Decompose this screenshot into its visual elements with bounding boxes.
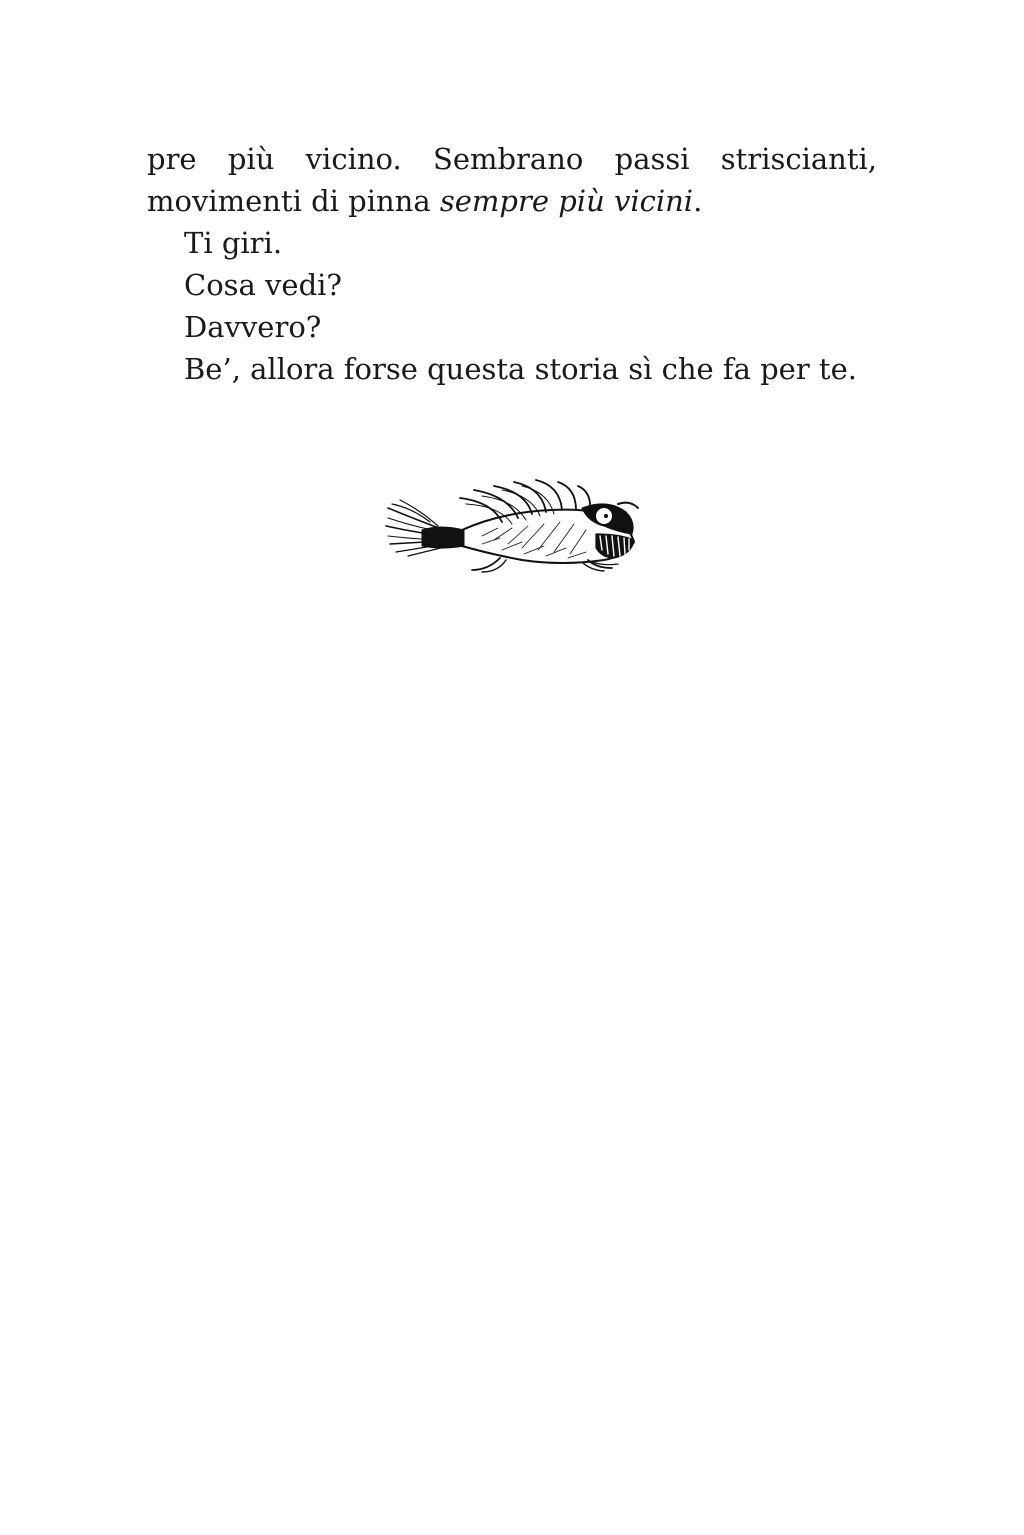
italic-phrase: sempre più vicini xyxy=(439,184,694,218)
paragraph-period: . xyxy=(693,184,703,218)
anglerfish-icon xyxy=(382,478,642,573)
line-be-allora: Be’, allora forse questa storia sì che fa per te. xyxy=(184,352,857,386)
paragraph-text: pre più vicino. Sembrano passi striscianti, movimenti di pinna xyxy=(147,142,877,218)
line-ti-giri: Ti giri. xyxy=(184,226,283,260)
body-text xyxy=(147,138,877,390)
line-davvero: Davvero? xyxy=(184,310,322,344)
line-cosa-vedi: Cosa vedi? xyxy=(184,268,342,302)
paragraph-continuation xyxy=(147,138,877,222)
